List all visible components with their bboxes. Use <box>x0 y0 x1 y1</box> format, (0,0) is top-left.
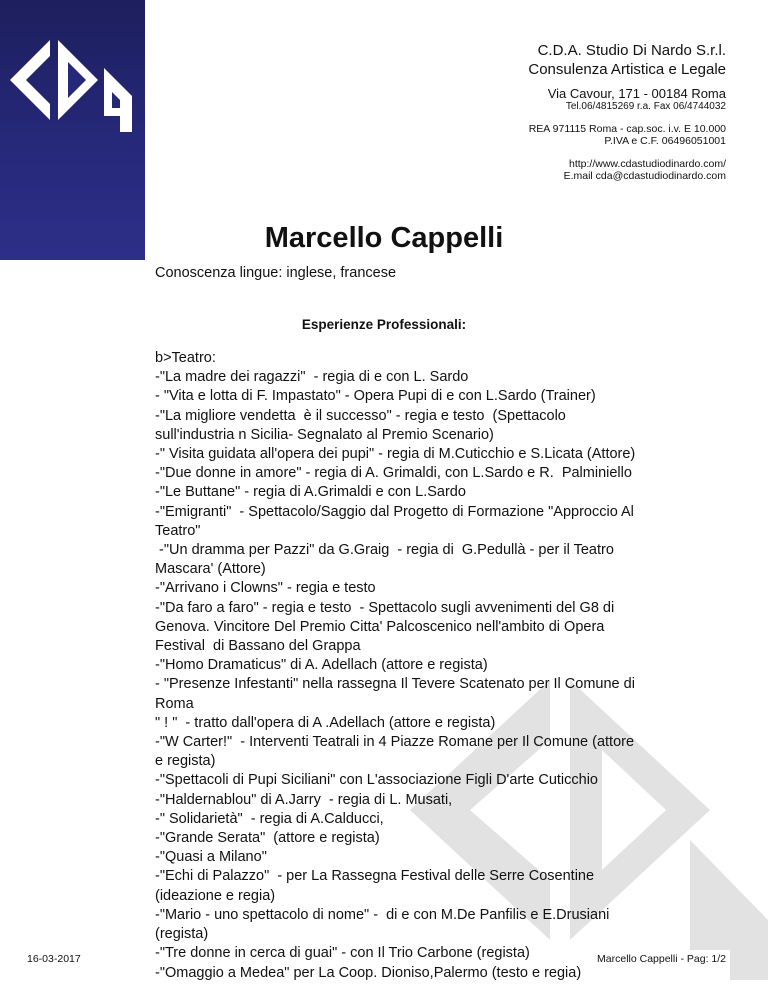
theatre-line: Festival di Bassano del Grappa <box>155 638 361 655</box>
theatre-line: -"Omaggio a Medea" per La Coop. Dioniso,Palermo (testo e regia) <box>155 964 582 981</box>
theatre-line: Mascara' (Attore) <box>155 561 266 578</box>
company-email-link[interactable]: E.mail cda@cdastudiodinardo.com <box>563 170 726 182</box>
theatre-line: -"Tre donne in cerca di guai" - con Il Trio Carbone (regista) <box>155 945 530 962</box>
languages: Conoscenza lingue: inglese, francese <box>155 265 397 281</box>
company-contacts <box>564 158 726 182</box>
theatre-line: -"Due donne in amore" - regia di A. Grimaldi, con L.Sardo e R. Palminiello <box>155 465 632 482</box>
theatre-line: " ! " - tratto dall'opera di A .Adellach (attore e regista) <box>155 714 496 731</box>
theatre-line: Roma <box>155 695 194 712</box>
theatre-line: -"Haldernablou" di A.Jarry - regia di L. Musati, <box>155 791 453 808</box>
theatre-line: -"Un dramma per Pazzi" da G.Graig - regia di G.Pedullà - per il Teatro <box>155 542 614 559</box>
theatre-line: Teatro" <box>155 522 201 539</box>
theatre-line: Genova. Vincitore Del Premio Citta' Palcoscenico nell'ambito di Opera <box>155 618 605 635</box>
theatre-line: -"Arrivano i Clowns" - regia e testo <box>155 580 376 597</box>
cda-logo-icon <box>0 10 145 140</box>
theatre-line: -" Solidarietà" - regia di A.Calducci, <box>155 810 384 827</box>
theatre-line: sull'industria n Sicilia- Segnalato al Premio Scenario) <box>155 426 494 443</box>
theatre-line: (regista) <box>155 926 209 943</box>
company-name: C.D.A. Studio Di Nardo S.r.l. <box>537 42 726 59</box>
company-piva: P.IVA e C.F. 06496051001 <box>604 135 726 147</box>
company-phone: Tel.06/4815269 r.a. Fax 06/4744032 <box>565 101 726 112</box>
company-registration <box>529 123 726 147</box>
theatre-line: -"Homo Dramaticus" di A. Adellach (attore e regista) <box>155 657 488 674</box>
theatre-line: -"Mario - uno spettacolo di nome" - di e con M.De Panfilis e E.Drusiani <box>155 906 610 923</box>
footer-page-number: Marcello Cappelli - Pag: 1/2 <box>597 953 726 965</box>
theatre-list <box>155 349 690 983</box>
theatre-line: -"Le Buttane" - regia di A.Grimaldi e con L.Sardo <box>155 484 466 501</box>
theatre-line: -"W Carter!" - Interventi Teatrali in 4 Piazze Romane per Il Comune (attore <box>155 734 635 751</box>
company-address: Via Cavour, 171 - 00184 Roma <box>547 86 726 101</box>
person-name: Marcello Cappelli <box>264 222 504 254</box>
theatre-line: -" Visita guidata all'opera dei pupi" - regia di M.Cuticchio e S.Licata (Attore) <box>155 446 636 463</box>
theatre-line: -"Quasi a Milano" <box>155 849 267 866</box>
theatre-line: -"La madre dei ragazzi" - regia di e con L. Sardo <box>155 369 469 386</box>
company-rea: REA 971115 Roma - cap.soc. i.v. E 10.000 <box>528 123 726 135</box>
theatre-line: -"La migliore vendetta è il successo" - regia e testo (Spettacolo <box>155 407 566 424</box>
section-title: Esperienze Professionali: <box>301 317 467 332</box>
theatre-line: -"Da faro a faro" - regia e testo - Spettacolo sugli avvenimenti del G8 di <box>155 599 615 616</box>
company-website-link[interactable]: http://www.cdastudiodinardo.com/ <box>569 158 726 170</box>
footer-date: 16-03-2017 <box>27 953 81 965</box>
theatre-line: -"Grande Serata" (attore e regista) <box>155 830 380 847</box>
company-header <box>528 41 726 79</box>
theatre-line: -"Echi di Palazzo" - per La Rassegna Festival delle Serre Cosentine <box>155 868 595 885</box>
theatre-line: - "Vita e lotta di F. Impastato" - Opera Pupi di e con L.Sardo (Trainer) <box>155 388 596 405</box>
theatre-line: -"Spettacoli di Pupi Siciliani" con L'associazione Figli D'arte Cuticchio <box>155 772 598 789</box>
theatre-line: -"Emigranti" - Spettacolo/Saggio dal Progetto di Formazione "Approccio Al <box>155 503 634 520</box>
theatre-line: - "Presenze Infestanti" nella rassegna Il Tevere Scatenato per Il Comune di <box>155 676 635 693</box>
company-tagline: Consulenza Artistica e Legale <box>528 61 726 78</box>
header-logo-band <box>0 0 145 260</box>
theatre-line: (ideazione e regia) <box>155 887 276 904</box>
theatre-line: b>Teatro: <box>155 350 216 366</box>
theatre-line: e regista) <box>155 753 216 770</box>
